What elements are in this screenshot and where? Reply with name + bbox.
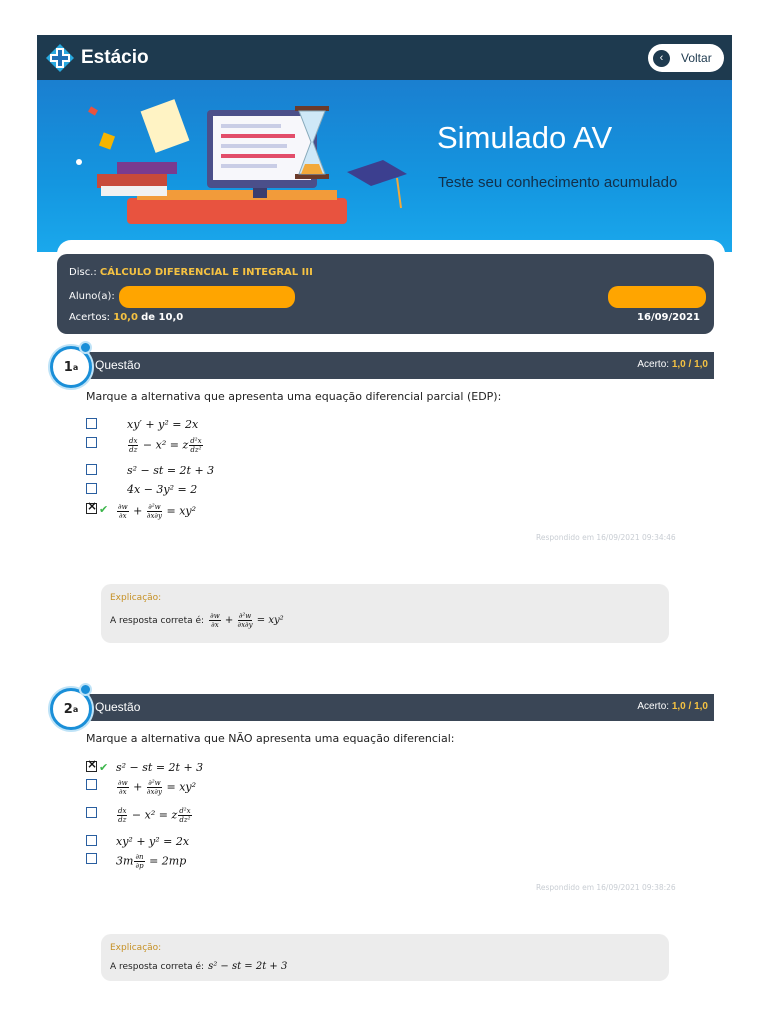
- q2-option-a[interactable]: [86, 761, 203, 774]
- checkbox[interactable]: [86, 483, 97, 494]
- numerator: ∂²w: [238, 612, 252, 620]
- option-math: 4x − 3y² = 2: [127, 483, 198, 496]
- hero-banner: [37, 80, 732, 252]
- explanation-math: [208, 612, 284, 629]
- denominator: ∂x∂y: [237, 621, 253, 629]
- explanation-label: A resposta correta é:: [110, 615, 205, 626]
- checkbox[interactable]: [86, 418, 97, 429]
- math-text: = xy²: [253, 615, 284, 626]
- banner-subtitle: Teste seu conhecimento acumulado: [438, 174, 678, 191]
- denominator: ∂x∂y: [146, 512, 162, 520]
- logo[interactable]: [45, 43, 149, 73]
- chevron-left-icon: ‹: [653, 50, 670, 67]
- numerator: ∂w: [118, 503, 128, 511]
- question-label: Questão: [95, 700, 141, 714]
- explanation-box: [101, 584, 669, 643]
- question-number: 2: [63, 701, 73, 717]
- exam-info-panel: [57, 254, 714, 334]
- explanation-math: s² − st = 2t + 3: [208, 961, 288, 972]
- fraction: [178, 807, 191, 824]
- option-math: [116, 503, 196, 520]
- answered-timestamp: Respondido em 16/09/2021 09:38:26: [536, 883, 676, 892]
- question-score: [637, 359, 708, 370]
- score-value: 1,0: [671, 701, 686, 712]
- q1-option-d[interactable]: [86, 483, 197, 496]
- option-math: [116, 779, 196, 796]
- numerator: ∂w: [118, 779, 128, 787]
- checkbox-checked[interactable]: [86, 761, 97, 772]
- study-illustration: [57, 90, 417, 240]
- option-math: [116, 807, 193, 824]
- check-icon: ✔: [99, 761, 109, 774]
- badge-dot: [79, 683, 92, 696]
- score-label: Acerto:: [637, 359, 670, 370]
- student-id-redaction: [608, 286, 706, 308]
- question-ordinal: a: [72, 704, 79, 714]
- checkbox[interactable]: [86, 853, 97, 864]
- back-button[interactable]: [648, 44, 724, 72]
- q1-option-a[interactable]: [86, 418, 198, 431]
- explanation-title: Explicação:: [110, 593, 162, 603]
- fraction: [237, 612, 252, 629]
- fraction: [117, 779, 129, 796]
- check-icon: ✔: [99, 503, 109, 516]
- math-text: +: [221, 615, 237, 626]
- score-label: Acertos:: [69, 312, 111, 323]
- math-text: = 2mp: [145, 854, 187, 868]
- math-text: − x² = z: [139, 438, 189, 452]
- math-text: +: [129, 780, 146, 794]
- option-math: xy² + y² = 2x: [116, 835, 190, 848]
- question-1-header: [57, 352, 714, 379]
- option-math: xy′ + y² = 2x: [127, 418, 199, 431]
- estacio-logo-icon: [45, 43, 75, 73]
- explanation-label: A resposta correta é:: [110, 961, 205, 972]
- score-label: Acerto:: [637, 701, 670, 712]
- option-math: [127, 437, 204, 454]
- student-label: Aluno(a):: [69, 291, 115, 302]
- score-value: 10,0: [113, 312, 138, 323]
- exam-date: 16/09/2021: [637, 312, 700, 323]
- checkbox-checked[interactable]: [86, 503, 97, 514]
- numerator: d²x: [190, 437, 202, 445]
- denominator: dz²: [190, 446, 202, 454]
- denominator: ∂x∂y: [146, 788, 162, 796]
- denominator: ∂x: [119, 512, 127, 520]
- discipline-row: [69, 267, 313, 278]
- numerator: ∂²w: [148, 503, 161, 511]
- question-number: 1: [63, 359, 73, 375]
- checkbox[interactable]: [86, 464, 97, 475]
- question-1-prompt: Marque a alternativa que apresenta uma equação diferencial parcial (EDP):: [86, 390, 502, 403]
- explanation-text: [110, 612, 284, 629]
- discipline-value: CÁLCULO DIFERENCIAL E INTEGRAL III: [99, 267, 313, 278]
- denominator: ∂x: [211, 621, 219, 629]
- score-max: / 1,0: [688, 701, 708, 712]
- math-text: = xy²: [163, 504, 197, 518]
- fraction: [128, 437, 138, 454]
- denominator: ∂x: [119, 788, 127, 796]
- student-row: [69, 291, 115, 302]
- explanation-title: Explicação:: [110, 943, 162, 953]
- numerator: ∂w: [210, 612, 220, 620]
- score-value: 1,0: [671, 359, 686, 370]
- denominator: dz: [129, 446, 138, 454]
- brand-name: Estácio: [81, 46, 149, 68]
- explanation-text: [110, 961, 287, 972]
- q2-option-d[interactable]: [86, 835, 189, 848]
- numerator: dx: [118, 807, 127, 815]
- question-2-header: [57, 694, 714, 721]
- badge-dot: [79, 341, 92, 354]
- math-text: − x² = z: [128, 808, 178, 822]
- fraction: [117, 503, 129, 520]
- student-name-redaction: [119, 286, 295, 308]
- option-math: s² − st = 2t + 3: [116, 761, 204, 774]
- checkbox[interactable]: [86, 835, 97, 846]
- numerator: dx: [129, 437, 138, 445]
- top-bar: [37, 35, 732, 80]
- discipline-label: Disc.:: [69, 267, 97, 278]
- fraction: [209, 612, 221, 629]
- fraction: [147, 779, 162, 796]
- denominator: ∂p: [135, 862, 144, 870]
- numerator: d²x: [179, 807, 191, 815]
- fraction: [189, 437, 202, 454]
- math-text: +: [129, 504, 146, 518]
- math-text: 3m: [116, 854, 134, 868]
- question-ordinal: a: [72, 362, 79, 372]
- checkbox[interactable]: [86, 807, 97, 818]
- numerator: ∂n: [135, 853, 144, 861]
- math-text: = xy²: [163, 780, 197, 794]
- explanation-box: [101, 934, 669, 981]
- checkbox[interactable]: [86, 437, 97, 448]
- question-label: Questão: [95, 358, 141, 372]
- question-score: [637, 701, 708, 712]
- q2-option-b[interactable]: [86, 779, 196, 796]
- banner-title: Simulado AV: [437, 120, 613, 155]
- q1-option-b[interactable]: [86, 437, 204, 454]
- denominator: dz²: [179, 816, 191, 824]
- q2-option-c[interactable]: [86, 807, 193, 824]
- back-button-label: Voltar: [681, 51, 712, 65]
- numerator: ∂²w: [148, 779, 161, 787]
- fraction: [134, 853, 144, 870]
- option-math: [116, 853, 186, 870]
- option-math: s² − st = 2t + 3: [127, 464, 215, 477]
- score-total: de 10,0: [141, 312, 184, 323]
- score-row: [69, 312, 183, 323]
- denominator: dz: [118, 816, 127, 824]
- q1-option-e[interactable]: [86, 503, 196, 520]
- fraction: [147, 503, 162, 520]
- score-max: / 1,0: [688, 359, 708, 370]
- checkbox[interactable]: [86, 779, 97, 790]
- answered-timestamp: Respondido em 16/09/2021 09:34:46: [536, 533, 676, 542]
- q1-option-c[interactable]: [86, 464, 214, 477]
- q2-option-e[interactable]: [86, 853, 186, 870]
- question-2-prompt: Marque a alternativa que NÃO apresenta uma equação diferencial:: [86, 732, 455, 745]
- fraction: [117, 807, 127, 824]
